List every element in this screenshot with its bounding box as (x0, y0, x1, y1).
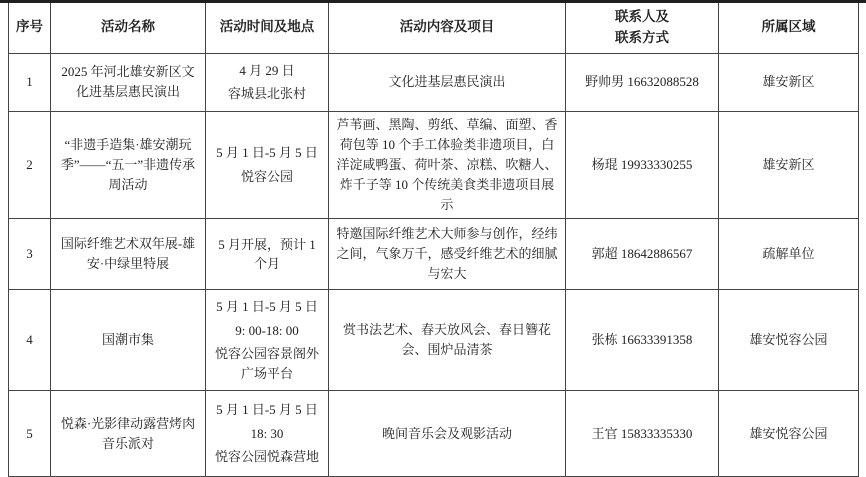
row-no: 5 (9, 391, 51, 477)
activity-name-cell: 国潮市集 (51, 290, 206, 391)
region-cell: 疏解单位 (719, 219, 859, 290)
header-contact (566, 3, 719, 53)
content-cell: 晚间音乐会及观影活动 (329, 391, 566, 477)
row-no: 3 (9, 219, 51, 290)
row-no: 4 (9, 290, 51, 391)
contact-cell: 郭超 18642886567 (566, 219, 719, 290)
content-cell: 特邀国际纤维艺术大师参与创作，经纬之间，气象万千，感受纤维艺术的细腻与宏大 (329, 219, 566, 290)
contact-cell: 王官 15833335330 (566, 391, 719, 477)
time-line: 18: 30 (250, 425, 284, 441)
header-row (9, 3, 859, 53)
region-cell: 雄安悦容公园 (719, 391, 859, 477)
contact-cell: 杨琨 19933330255 (566, 111, 719, 219)
time-place-cell (206, 219, 329, 290)
contact-cell: 野帅男 16632088528 (566, 53, 719, 111)
table-row (9, 111, 859, 219)
row-no: 1 (9, 53, 51, 111)
contact-cell: 张栋 16633391358 (566, 290, 719, 391)
activity-schedule-table (8, 3, 859, 477)
region-cell: 雄安新区 (719, 111, 859, 219)
header-activity-name: 活动名称 (51, 3, 206, 53)
time-line: 悦容公园悦森营地 (214, 449, 319, 465)
content-cell: 文化进基层惠民演出 (329, 53, 566, 111)
content-cell: 芦苇画、黑陶、剪纸、草编、面塑、香荷包等 10 个手工体验类非遗项目，白洋淀咸鸭蛋、荷叶茶、凉糕、吹糖人、炸千子等 10 个传统美食类非遗项目展示 (329, 111, 566, 219)
table-row (9, 53, 859, 111)
table-row (9, 219, 859, 290)
header-time-place: 活动时间及地点 (206, 3, 329, 53)
activity-name-cell: 国际纤维艺术双年展-雄安·中绿里特展 (51, 219, 206, 290)
region-cell: 雄安悦容公园 (719, 290, 859, 391)
header-contact-line1: 联系人及 (615, 8, 669, 24)
time-place-cell (206, 111, 329, 219)
row-no: 2 (9, 111, 51, 219)
time-line: 4 月 29 日 (239, 62, 295, 78)
time-line: 容城县北张村 (227, 86, 306, 101)
time-place-cell (206, 391, 329, 477)
time-place-cell (206, 290, 329, 391)
activity-name-cell: 悦森·光影律动露营烤肉音乐派对 (51, 391, 206, 477)
time-line: 5 月 1 日-5 月 5 日 (216, 145, 318, 161)
time-line: 悦容公园 (240, 168, 293, 184)
table-row (9, 290, 859, 391)
time-line: 5 月开展，预计 1 个月 (218, 236, 316, 272)
header-contact-line2: 联系方式 (615, 29, 669, 45)
activity-name-cell: 2025 年河北雄安新区文化进基层惠民演出 (51, 53, 206, 111)
table-row (9, 391, 859, 477)
time-line: 悦容公园容景阁外广场平台 (214, 346, 319, 381)
time-line: 5 月 1 日-5 月 5 日 (216, 402, 318, 418)
header-region: 所属区域 (719, 3, 859, 53)
header-content: 活动内容及项目 (329, 3, 566, 53)
time-line: 9: 00-18: 00 (235, 322, 299, 338)
header-no: 序号 (9, 3, 51, 53)
region-cell: 雄安新区 (719, 53, 859, 111)
time-line: 5 月 1 日-5 月 5 日 (216, 299, 318, 315)
activity-name-cell: “非遗手造集·雄安潮玩季”——“五一”非遗传承周活动 (51, 111, 206, 219)
time-place-cell (206, 53, 329, 111)
content-cell: 赏书法艺术、春天放风会、春日簪花会、围炉品清茶 (329, 290, 566, 391)
